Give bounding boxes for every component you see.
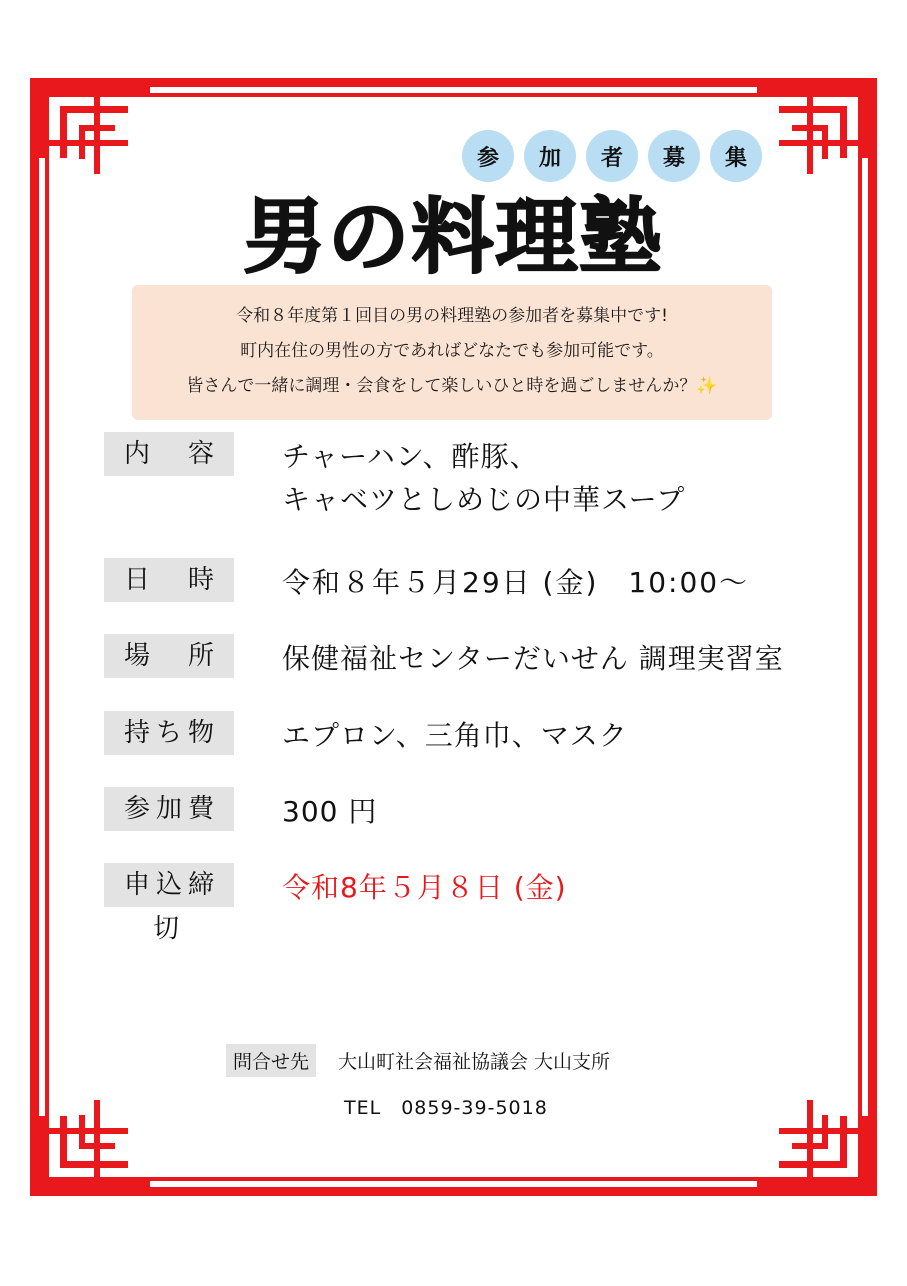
detail-row-location xyxy=(104,634,804,680)
contact-block xyxy=(226,1044,726,1120)
page-title: 男の料理塾 xyxy=(243,190,664,285)
recruiting-badge-3: 者 xyxy=(586,130,638,182)
detail-label-contents: 内 容 xyxy=(104,432,234,476)
detail-value-location: 保健福祉センターだいせん 調理実習室 xyxy=(282,642,784,676)
detail-label-deadline: 申込締切 xyxy=(104,863,234,907)
intro-line-2: 町内在住の男性の方であればどなたでも参加可能です。 xyxy=(240,340,664,361)
detail-value-contents-line-2: キャベツとしめじの中華スープ xyxy=(282,483,686,517)
detail-row-deadline xyxy=(104,863,804,945)
corner-ornament-top-left xyxy=(38,84,150,184)
contact-label: 問合せ先 xyxy=(226,1044,316,1077)
intro-line-3-text: 皆さんで一緒に調理・会食をして楽しいひと時を過ごしませんか？ xyxy=(186,375,697,396)
detail-value-contents-line-1: チャーハン、酢豚、 xyxy=(282,440,539,473)
detail-label-fee: 参加費 xyxy=(104,787,234,831)
corner-ornament-top-right xyxy=(757,84,869,184)
intro-line-3 xyxy=(142,369,762,404)
detail-value-bring: エプロン、三角巾、マスク xyxy=(282,718,628,752)
detail-rows xyxy=(104,432,804,945)
detail-label-datetime: 日 時 xyxy=(104,558,234,602)
recruiting-badge-5: 集 xyxy=(710,130,762,182)
intro-line-1: 令和８年度第１回目の男の料理塾の参加者を募集中です! xyxy=(236,306,668,326)
contact-line xyxy=(226,1044,726,1077)
detail-value-fee: 300 円 xyxy=(282,794,378,828)
intro-box xyxy=(132,285,772,420)
recruiting-badge-2: 加 xyxy=(524,130,576,182)
detail-row-bring xyxy=(104,711,804,757)
recruiting-badge-4: 募 xyxy=(648,130,700,182)
corner-ornament-bottom-left xyxy=(38,1090,150,1190)
detail-row-contents xyxy=(104,432,804,522)
detail-label-bring: 持ち物 xyxy=(104,711,234,755)
detail-row-datetime xyxy=(104,558,804,604)
detail-value-deadline: 令和8年５月８日 (金) xyxy=(282,871,567,905)
detail-value-datetime: 令和８年５月29日 (金) 10:00〜 xyxy=(282,565,750,599)
contact-telephone: TEL 0859-39-5018 xyxy=(344,1097,548,1119)
corner-ornament-bottom-right xyxy=(757,1090,869,1190)
sparkle-icon: ✨ xyxy=(696,375,718,396)
detail-row-fee xyxy=(104,787,804,833)
recruiting-badge-1: 参 xyxy=(462,130,514,182)
detail-label-location: 場 所 xyxy=(104,634,234,678)
detail-value-contents xyxy=(282,432,685,522)
contact-organization: 大山町社会福祉協議会 大山支所 xyxy=(338,1051,611,1073)
